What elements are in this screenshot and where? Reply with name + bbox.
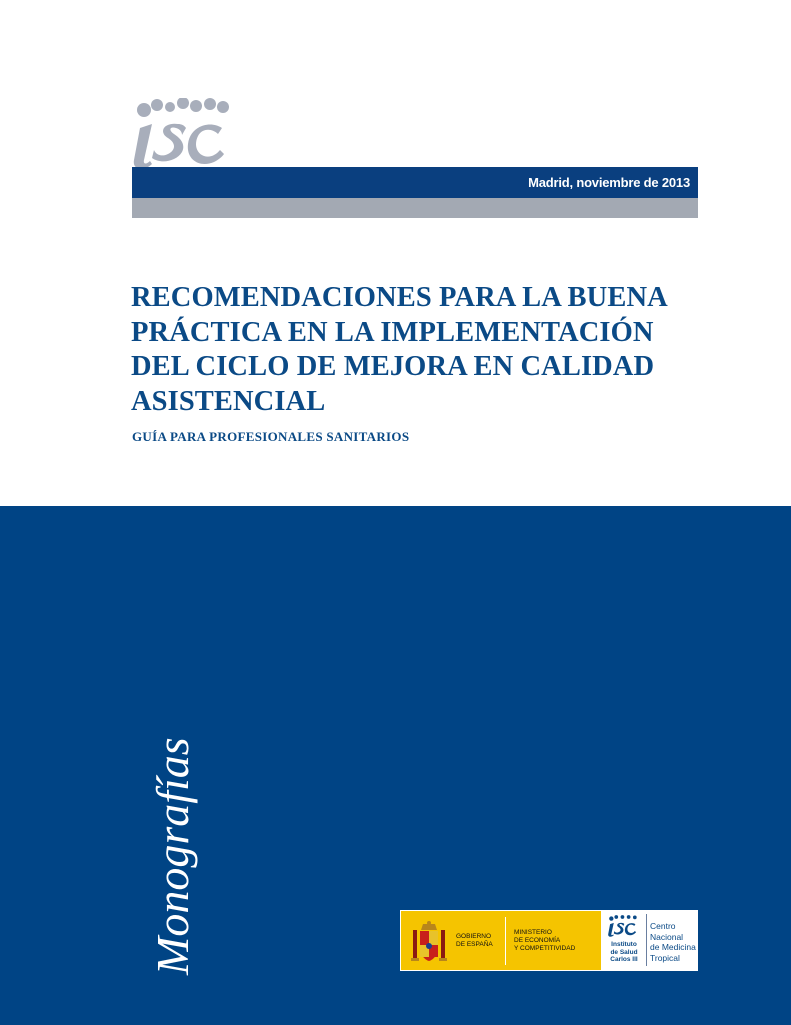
gobierno-logo-block (401, 911, 601, 970)
ministerio-label: MINISTERIO DE ECONOMÍA Y COMPETITIVIDAD (514, 929, 576, 952)
title-line: DEL CICLO DE MEJORA EN CALIDAD (131, 351, 655, 382)
centro-label: Centro Nacional de Medicina Tropical (650, 921, 696, 963)
institution-logos (400, 910, 698, 971)
grey-divider-bar (132, 198, 698, 218)
isc-logo-icon (607, 914, 641, 938)
publication-date: Madrid, noviembre de 2013 (528, 175, 690, 190)
logo-divider (646, 914, 647, 966)
title-line: RECOMENDACIONES PARA LA BUENA (131, 282, 668, 313)
logo-divider (505, 917, 506, 965)
coat-of-arms-icon (409, 920, 449, 964)
document-title (131, 281, 691, 419)
date-bar (132, 167, 698, 198)
isc-logo-icon (130, 98, 240, 170)
title-line: ASISTENCIAL (131, 385, 326, 417)
cover-top-section (0, 0, 791, 506)
instituto-label: Instituto de Salud Carlos III (610, 941, 638, 963)
gobierno-label: GOBIERNO DE ESPAÑA (456, 933, 493, 948)
instituto-logo-block (602, 911, 646, 970)
title-line: PRÁCTICA EN LA IMPLEMENTACIÓN (131, 316, 654, 348)
document-subtitle: GUÍA PARA PROFESIONALES SANITARIOS (132, 429, 410, 444)
series-label: Monografías (147, 737, 198, 975)
